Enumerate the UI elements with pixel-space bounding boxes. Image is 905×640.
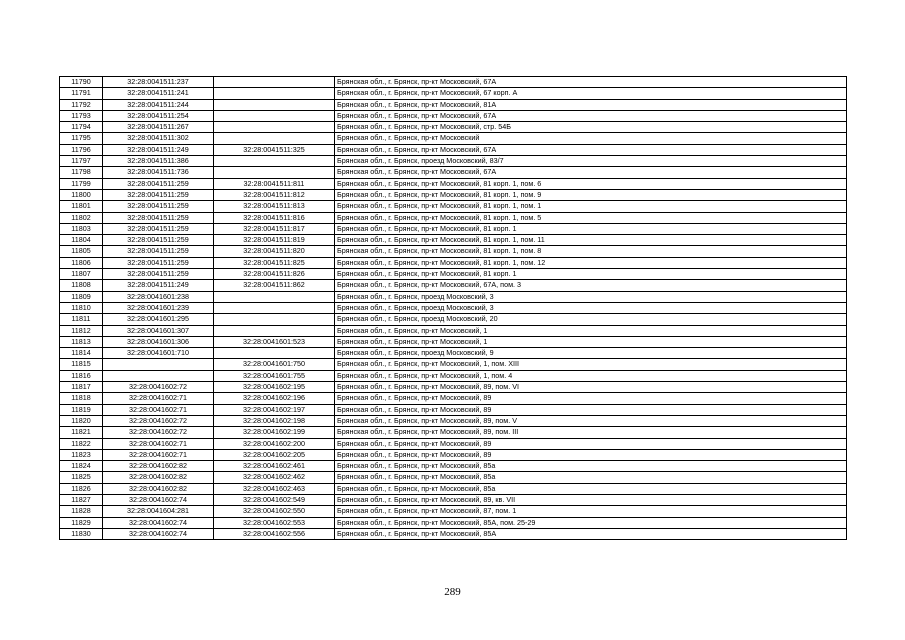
address-cell: Брянская обл., г. Брянск, пр-кт Московский, 87, пом. 1 bbox=[335, 506, 847, 517]
table-row bbox=[60, 325, 847, 336]
sub-cadastral-number-cell bbox=[214, 348, 335, 359]
table-row bbox=[60, 494, 847, 505]
address-cell: Брянская обл., г. Брянск, проезд Московский, 9 bbox=[335, 348, 847, 359]
sub-cadastral-number-cell: 32:28:0041511:811 bbox=[214, 178, 335, 189]
row-number-cell: 11805 bbox=[60, 246, 103, 257]
row-number-cell: 11808 bbox=[60, 280, 103, 291]
address-cell: Брянская обл., г. Брянск, пр-кт Московский, 1, пом. 4 bbox=[335, 370, 847, 381]
sub-cadastral-number-cell bbox=[214, 325, 335, 336]
cadastral-number-cell: 32:28:0041511:259 bbox=[103, 178, 214, 189]
table-row bbox=[60, 382, 847, 393]
row-number-cell: 11820 bbox=[60, 415, 103, 426]
sub-cadastral-number-cell: 32:28:0041511:817 bbox=[214, 223, 335, 234]
sub-cadastral-number-cell bbox=[214, 110, 335, 121]
sub-cadastral-number-cell: 32:28:0041601:755 bbox=[214, 370, 335, 381]
sub-cadastral-number-cell: 32:28:0041602:197 bbox=[214, 404, 335, 415]
row-number-cell: 11827 bbox=[60, 494, 103, 505]
cadastral-number-cell: 32:28:0041602:72 bbox=[103, 415, 214, 426]
table-row bbox=[60, 144, 847, 155]
address-cell: Брянская обл., г. Брянск, пр-кт Московский, 89, кв. VII bbox=[335, 494, 847, 505]
table-row bbox=[60, 189, 847, 200]
cadastral-number-cell: 32:28:0041602:71 bbox=[103, 393, 214, 404]
table-row bbox=[60, 449, 847, 460]
address-cell: Брянская обл., г. Брянск, пр-кт Московский, 85а bbox=[335, 472, 847, 483]
cadastral-number-cell: 32:28:0041602:74 bbox=[103, 528, 214, 539]
row-number-cell: 11814 bbox=[60, 348, 103, 359]
address-cell: Брянская обл., г. Брянск, пр-кт Московский, 85а bbox=[335, 483, 847, 494]
row-number-cell: 11796 bbox=[60, 144, 103, 155]
table-row bbox=[60, 461, 847, 472]
cadastral-number-cell: 32:28:0041511:254 bbox=[103, 110, 214, 121]
table-row bbox=[60, 291, 847, 302]
sub-cadastral-number-cell: 32:28:0041511:825 bbox=[214, 257, 335, 268]
cadastral-number-cell: 32:28:0041511:241 bbox=[103, 88, 214, 99]
cadastral-number-cell: 32:28:0041602:82 bbox=[103, 461, 214, 472]
address-cell: Брянская обл., г. Брянск, пр-кт Московский, 67А, пом. 3 bbox=[335, 280, 847, 291]
sub-cadastral-number-cell bbox=[214, 122, 335, 133]
table-row bbox=[60, 122, 847, 133]
row-number-cell: 11823 bbox=[60, 449, 103, 460]
table-row bbox=[60, 393, 847, 404]
cadastral-number-cell: 32:28:0041511:259 bbox=[103, 201, 214, 212]
table-row bbox=[60, 246, 847, 257]
sub-cadastral-number-cell: 32:28:0041511:820 bbox=[214, 246, 335, 257]
cadastral-number-cell: 32:28:0041511:259 bbox=[103, 246, 214, 257]
cadastral-number-cell: 32:28:0041511:386 bbox=[103, 156, 214, 167]
cadastral-number-cell: 32:28:0041602:71 bbox=[103, 449, 214, 460]
table-row bbox=[60, 88, 847, 99]
table-row bbox=[60, 133, 847, 144]
table-row bbox=[60, 178, 847, 189]
sub-cadastral-number-cell: 32:28:0041602:196 bbox=[214, 393, 335, 404]
sub-cadastral-number-cell bbox=[214, 133, 335, 144]
sub-cadastral-number-cell: 32:28:0041602:461 bbox=[214, 461, 335, 472]
sub-cadastral-number-cell: 32:28:0041511:819 bbox=[214, 235, 335, 246]
address-cell: Брянская обл., г. Брянск, пр-кт Московский, 89 bbox=[335, 404, 847, 415]
sub-cadastral-number-cell: 32:28:0041601:750 bbox=[214, 359, 335, 370]
cadastral-number-cell: 32:28:0041511:259 bbox=[103, 257, 214, 268]
table-row bbox=[60, 427, 847, 438]
table-row bbox=[60, 99, 847, 110]
address-cell: Брянская обл., г. Брянск, пр-кт Московский, 67А bbox=[335, 77, 847, 88]
table-row bbox=[60, 370, 847, 381]
cadastral-registry-table bbox=[59, 76, 847, 540]
address-cell: Брянская обл., г. Брянск, пр-кт Московский, 85А, пом. 25-29 bbox=[335, 517, 847, 528]
sub-cadastral-number-cell: 32:28:0041602:463 bbox=[214, 483, 335, 494]
sub-cadastral-number-cell: 32:28:0041602:556 bbox=[214, 528, 335, 539]
table-row bbox=[60, 348, 847, 359]
cadastral-number-cell: 32:28:0041511:244 bbox=[103, 99, 214, 110]
table-row bbox=[60, 110, 847, 121]
row-number-cell: 11794 bbox=[60, 122, 103, 133]
cadastral-number-cell: 32:28:0041601:306 bbox=[103, 336, 214, 347]
address-cell: Брянская обл., г. Брянск, проезд Московский, 83/7 bbox=[335, 156, 847, 167]
sub-cadastral-number-cell bbox=[214, 99, 335, 110]
table-row bbox=[60, 235, 847, 246]
sub-cadastral-number-cell bbox=[214, 88, 335, 99]
address-cell: Брянская обл., г. Брянск, пр-кт Московский, 89 bbox=[335, 449, 847, 460]
address-cell: Брянская обл., г. Брянск, пр-кт Московский, 89 bbox=[335, 438, 847, 449]
row-number-cell: 11815 bbox=[60, 359, 103, 370]
sub-cadastral-number-cell: 32:28:0041602:550 bbox=[214, 506, 335, 517]
address-cell: Брянская обл., г. Брянск, пр-кт Московский, 67А bbox=[335, 144, 847, 155]
row-number-cell: 11811 bbox=[60, 314, 103, 325]
address-cell: Брянская обл., г. Брянск, пр-кт Московский, 1 bbox=[335, 336, 847, 347]
cadastral-number-cell: 32:28:0041604:281 bbox=[103, 506, 214, 517]
row-number-cell: 11817 bbox=[60, 382, 103, 393]
table-row bbox=[60, 212, 847, 223]
address-cell: Брянская обл., г. Брянск, проезд Московский, 3 bbox=[335, 302, 847, 313]
table-row bbox=[60, 314, 847, 325]
row-number-cell: 11818 bbox=[60, 393, 103, 404]
sub-cadastral-number-cell: 32:28:0041511:816 bbox=[214, 212, 335, 223]
address-cell: Брянская обл., г. Брянск, пр-кт Московский, 67А bbox=[335, 167, 847, 178]
cadastral-number-cell: 32:28:0041602:72 bbox=[103, 382, 214, 393]
sub-cadastral-number-cell: 32:28:0041602:200 bbox=[214, 438, 335, 449]
row-number-cell: 11813 bbox=[60, 336, 103, 347]
address-cell: Брянская обл., г. Брянск, пр-кт Московский, 81 корп. 1, пом. 1 bbox=[335, 201, 847, 212]
table-row bbox=[60, 506, 847, 517]
row-number-cell: 11828 bbox=[60, 506, 103, 517]
address-cell: Брянская обл., г. Брянск, проезд Московский, 20 bbox=[335, 314, 847, 325]
sub-cadastral-number-cell bbox=[214, 156, 335, 167]
address-cell: Брянская обл., г. Брянск, пр-кт Московский, 81 корп. 1, пом. 12 bbox=[335, 257, 847, 268]
row-number-cell: 11795 bbox=[60, 133, 103, 144]
cadastral-number-cell: 32:28:0041511:249 bbox=[103, 280, 214, 291]
row-number-cell: 11793 bbox=[60, 110, 103, 121]
cadastral-number-cell: 32:28:0041511:259 bbox=[103, 189, 214, 200]
row-number-cell: 11821 bbox=[60, 427, 103, 438]
sub-cadastral-number-cell: 32:28:0041511:325 bbox=[214, 144, 335, 155]
cadastral-number-cell: 32:28:0041602:82 bbox=[103, 472, 214, 483]
sub-cadastral-number-cell: 32:28:0041602:199 bbox=[214, 427, 335, 438]
cadastral-number-cell: 32:28:0041601:239 bbox=[103, 302, 214, 313]
row-number-cell: 11798 bbox=[60, 167, 103, 178]
address-cell: Брянская обл., г. Брянск, пр-кт Московский, 81А bbox=[335, 99, 847, 110]
table-row bbox=[60, 472, 847, 483]
sub-cadastral-number-cell: 32:28:0041511:862 bbox=[214, 280, 335, 291]
row-number-cell: 11800 bbox=[60, 189, 103, 200]
row-number-cell: 11829 bbox=[60, 517, 103, 528]
table-row bbox=[60, 415, 847, 426]
address-cell: Брянская обл., г. Брянск, пр-кт Московский, 89, пом. VI bbox=[335, 382, 847, 393]
row-number-cell: 11802 bbox=[60, 212, 103, 223]
sub-cadastral-number-cell bbox=[214, 314, 335, 325]
row-number-cell: 11825 bbox=[60, 472, 103, 483]
table-row bbox=[60, 528, 847, 539]
row-number-cell: 11816 bbox=[60, 370, 103, 381]
row-number-cell: 11797 bbox=[60, 156, 103, 167]
cadastral-number-cell: 32:28:0041602:74 bbox=[103, 517, 214, 528]
address-cell: Брянская обл., г. Брянск, пр-кт Московский, 1, пом. XIII bbox=[335, 359, 847, 370]
table-row bbox=[60, 404, 847, 415]
table-row bbox=[60, 223, 847, 234]
cadastral-number-cell: 32:28:0041601:307 bbox=[103, 325, 214, 336]
cadastral-number-cell bbox=[103, 370, 214, 381]
sub-cadastral-number-cell: 32:28:0041511:812 bbox=[214, 189, 335, 200]
address-cell: Брянская обл., г. Брянск, пр-кт Московский bbox=[335, 133, 847, 144]
row-number-cell: 11790 bbox=[60, 77, 103, 88]
cadastral-number-cell: 32:28:0041601:710 bbox=[103, 348, 214, 359]
address-cell: Брянская обл., г. Брянск, пр-кт Московский, стр. 54Б bbox=[335, 122, 847, 133]
row-number-cell: 11799 bbox=[60, 178, 103, 189]
cadastral-number-cell: 32:28:0041511:736 bbox=[103, 167, 214, 178]
row-number-cell: 11806 bbox=[60, 257, 103, 268]
cadastral-number-cell bbox=[103, 359, 214, 370]
sub-cadastral-number-cell bbox=[214, 291, 335, 302]
sub-cadastral-number-cell: 32:28:0041602:198 bbox=[214, 415, 335, 426]
table-row bbox=[60, 336, 847, 347]
sub-cadastral-number-cell bbox=[214, 77, 335, 88]
row-number-cell: 11803 bbox=[60, 223, 103, 234]
address-cell: Брянская обл., г. Брянск, пр-кт Московский, 67А bbox=[335, 110, 847, 121]
table-row bbox=[60, 517, 847, 528]
cadastral-number-cell: 32:28:0041511:259 bbox=[103, 212, 214, 223]
table-row bbox=[60, 483, 847, 494]
cadastral-number-cell: 32:28:0041511:259 bbox=[103, 223, 214, 234]
sub-cadastral-number-cell: 32:28:0041511:813 bbox=[214, 201, 335, 212]
address-cell: Брянская обл., г. Брянск, проезд Московский, 3 bbox=[335, 291, 847, 302]
cadastral-number-cell: 32:28:0041511:259 bbox=[103, 235, 214, 246]
cadastral-number-cell: 32:28:0041511:302 bbox=[103, 133, 214, 144]
address-cell: Брянская обл., г. Брянск, пр-кт Московский, 89, пом. V bbox=[335, 415, 847, 426]
table-row bbox=[60, 280, 847, 291]
sub-cadastral-number-cell bbox=[214, 302, 335, 313]
row-number-cell: 11809 bbox=[60, 291, 103, 302]
row-number-cell: 11810 bbox=[60, 302, 103, 313]
sub-cadastral-number-cell: 32:28:0041602:462 bbox=[214, 472, 335, 483]
address-cell: Брянская обл., г. Брянск, пр-кт Московский, 81 корп. 1 bbox=[335, 223, 847, 234]
row-number-cell: 11791 bbox=[60, 88, 103, 99]
address-cell: Брянская обл., г. Брянск, пр-кт Московский, 89 bbox=[335, 393, 847, 404]
address-cell: Брянская обл., г. Брянск, пр-кт Московский, 89, пом. III bbox=[335, 427, 847, 438]
table-row bbox=[60, 167, 847, 178]
row-number-cell: 11822 bbox=[60, 438, 103, 449]
sub-cadastral-number-cell: 32:28:0041602:553 bbox=[214, 517, 335, 528]
address-cell: Брянская обл., г. Брянск, пр-кт Московский, 67 корп. А bbox=[335, 88, 847, 99]
sub-cadastral-number-cell: 32:28:0041602:195 bbox=[214, 382, 335, 393]
row-number-cell: 11826 bbox=[60, 483, 103, 494]
table-row bbox=[60, 359, 847, 370]
table-row bbox=[60, 156, 847, 167]
cadastral-number-cell: 32:28:0041511:259 bbox=[103, 269, 214, 280]
cadastral-number-cell: 32:28:0041511:267 bbox=[103, 122, 214, 133]
sub-cadastral-number-cell bbox=[214, 167, 335, 178]
sub-cadastral-number-cell: 32:28:0041601:523 bbox=[214, 336, 335, 347]
address-cell: Брянская обл., г. Брянск, пр-кт Московский, 81 корп. 1, пом. 8 bbox=[335, 246, 847, 257]
cadastral-number-cell: 32:28:0041602:71 bbox=[103, 404, 214, 415]
address-cell: Брянская обл., г. Брянск, пр-кт Московский, 81 корп. 1, пом. 6 bbox=[335, 178, 847, 189]
address-cell: Брянская обл., г. Брянск, пр-кт Московский, 85а bbox=[335, 461, 847, 472]
table-row bbox=[60, 77, 847, 88]
address-cell: Брянская обл., г. Брянск, пр-кт Московский, 81 корп. 1 bbox=[335, 269, 847, 280]
address-cell: Брянская обл., г. Брянск, пр-кт Московский, 81 корп. 1, пом. 5 bbox=[335, 212, 847, 223]
cadastral-number-cell: 32:28:0041601:238 bbox=[103, 291, 214, 302]
address-cell: Брянская обл., г. Брянск, пр-кт Московский, 85А bbox=[335, 528, 847, 539]
sub-cadastral-number-cell: 32:28:0041602:205 bbox=[214, 449, 335, 460]
cadastral-number-cell: 32:28:0041602:71 bbox=[103, 438, 214, 449]
row-number-cell: 11812 bbox=[60, 325, 103, 336]
cadastral-number-cell: 32:28:0041602:72 bbox=[103, 427, 214, 438]
cadastral-number-cell: 32:28:0041511:237 bbox=[103, 77, 214, 88]
cadastral-number-cell: 32:28:0041602:74 bbox=[103, 494, 214, 505]
address-cell: Брянская обл., г. Брянск, пр-кт Московский, 1 bbox=[335, 325, 847, 336]
cadastral-number-cell: 32:28:0041511:249 bbox=[103, 144, 214, 155]
page-number: 289 bbox=[444, 586, 461, 598]
sub-cadastral-number-cell: 32:28:0041602:549 bbox=[214, 494, 335, 505]
row-number-cell: 11824 bbox=[60, 461, 103, 472]
table-row bbox=[60, 257, 847, 268]
row-number-cell: 11819 bbox=[60, 404, 103, 415]
table-row bbox=[60, 302, 847, 313]
sub-cadastral-number-cell: 32:28:0041511:826 bbox=[214, 269, 335, 280]
address-cell: Брянская обл., г. Брянск, пр-кт Московский, 81 корп. 1, пом. 9 bbox=[335, 189, 847, 200]
row-number-cell: 11804 bbox=[60, 235, 103, 246]
table-row bbox=[60, 201, 847, 212]
table-row bbox=[60, 438, 847, 449]
row-number-cell: 11801 bbox=[60, 201, 103, 212]
cadastral-number-cell: 32:28:0041602:82 bbox=[103, 483, 214, 494]
row-number-cell: 11792 bbox=[60, 99, 103, 110]
table-body bbox=[60, 77, 847, 540]
row-number-cell: 11807 bbox=[60, 269, 103, 280]
row-number-cell: 11830 bbox=[60, 528, 103, 539]
cadastral-number-cell: 32:28:0041601:295 bbox=[103, 314, 214, 325]
table-row bbox=[60, 269, 847, 280]
address-cell: Брянская обл., г. Брянск, пр-кт Московский, 81 корп. 1, пом. 11 bbox=[335, 235, 847, 246]
